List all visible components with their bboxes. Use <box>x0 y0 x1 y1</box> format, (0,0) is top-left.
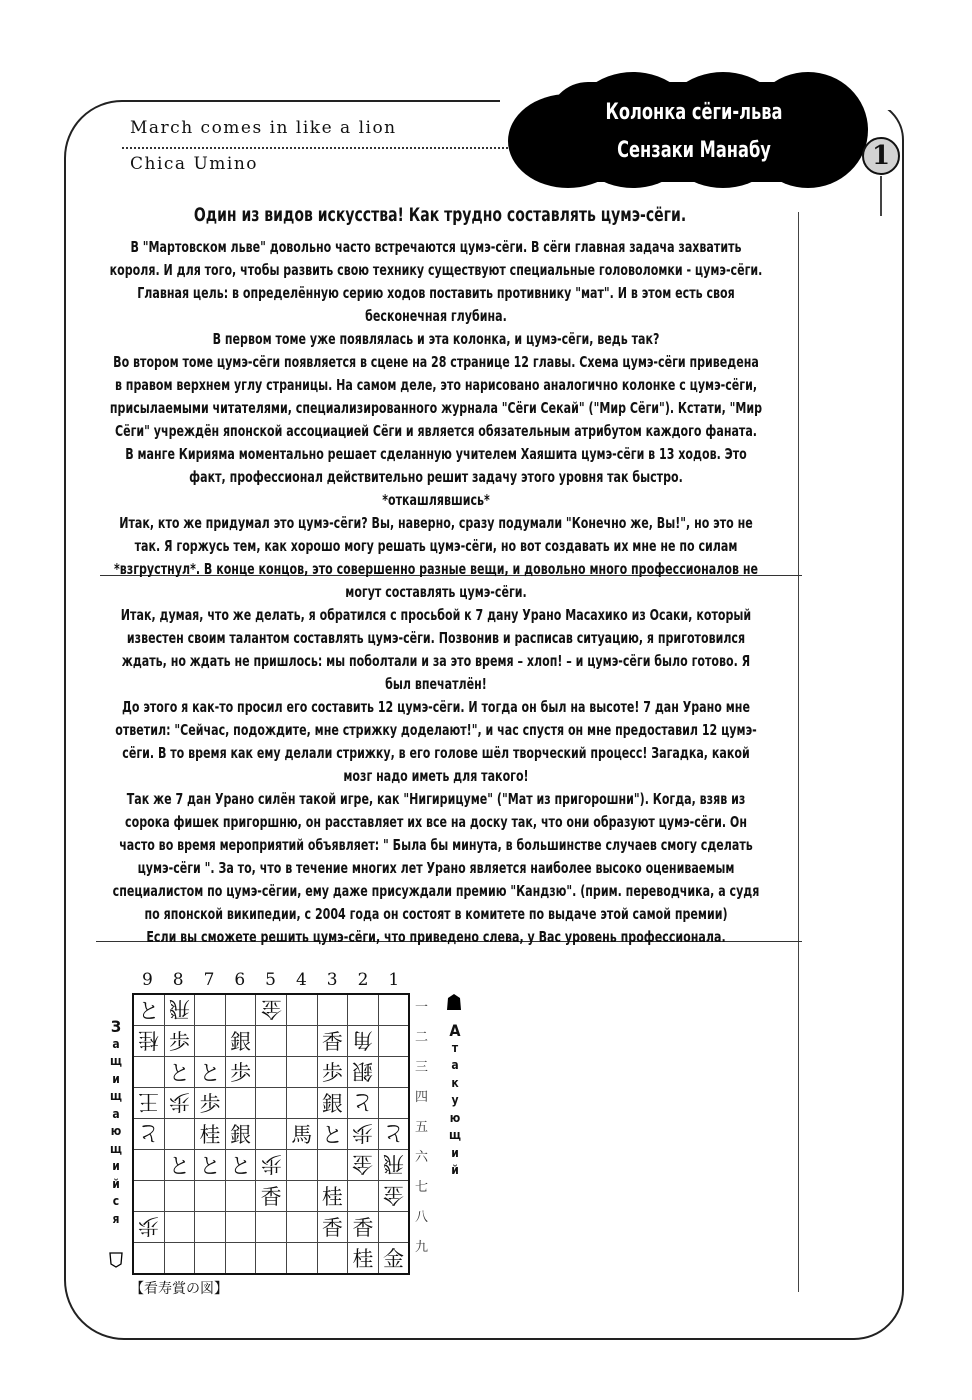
label-char: ю <box>110 1124 122 1138</box>
defender-piece-icon <box>109 1252 123 1268</box>
attacker-piece: と <box>138 999 160 1023</box>
defender-piece: と <box>383 1121 405 1145</box>
defender-piece: 金 <box>383 1183 405 1207</box>
label-char: я <box>112 1211 120 1226</box>
label-char: щ <box>449 1128 461 1142</box>
attacker-piece: 歩 <box>199 1092 221 1116</box>
label-char: т <box>451 1040 459 1055</box>
paragraph: В первом томе уже появлялась и эта колонка, и цумэ-сёги, ведь так? <box>212 330 660 348</box>
board-square <box>133 1119 164 1150</box>
label-char: ю <box>449 1110 461 1125</box>
board-square <box>317 1243 348 1275</box>
board-square <box>225 994 256 1026</box>
board-square <box>378 1057 409 1088</box>
paragraph: Во втором томе цумэ-сёги появляется в сцене на 28 странице 12 главы. Схема цумэ-сёги приведена в правом верхнем углу страницы. На самом деле, это нарисовано аналогично колонке с цумэ-сёги, присылаемыми читателями, специализированного журнала "Сёги Секай" ("Мир Сёги"). Кстати, "Мир Сёги" учреждён японской ассоциацией Сёги и является обязательным атрибутом каждого фаната. <box>109 353 763 440</box>
attacker-piece: 桂 <box>321 1185 343 1209</box>
paragraph: Итак, кто же придумал это цумэ-сёги? Вы, наверно, сразу подумали "Конечно же, Вы!", но это не так. Я горжусь тем, как хорошо могу решать цумэ-сёги, но вот создавать их мне не по силам *взгрустнул*. В конце концов, это совершенно разные вещи, и довольно много профессионалов не могут составлять цумэ-сёги. <box>113 514 758 601</box>
attacker-piece: 桂 <box>199 1123 221 1147</box>
board-square <box>195 1026 226 1057</box>
board-row <box>133 1119 409 1150</box>
column-author: Сензаки Манабу <box>617 138 771 163</box>
attacker-piece: と <box>168 1154 190 1178</box>
board-square <box>225 1150 256 1181</box>
board-square <box>225 1212 256 1243</box>
board-square <box>256 1243 287 1275</box>
column-title: Колонка сёги-льва <box>605 100 783 125</box>
paragraph: Если вы сможете решить цумэ-сёги, что приведено слева, у Вас уровень профессионала. <box>146 928 726 946</box>
defender-piece: 銀 <box>352 1059 374 1083</box>
paragraph: Так же 7 дан Урано силён такой игре, как "Нигирицуме" ("Мат из пригорошни"). Когда, взяв из сорока фишек пригоршню, он расставляет их все на доску так, что они образуют цумэ-сёги. Он часто во время мероприятий объявляет: " Была бы минута, в большинстве случаев смогу сделать цумэ-сёги ". За то, что в течение многих лет Урано является наиболее высоко оцениваемым специалистом по цумэ-сёгии, ему даже присуждали премию "Кандзю". (прим. переводчика, а судя по японской википедии, с 2004 года он состоят в комитете по выдаче этой самой премии) <box>112 790 760 923</box>
board-square <box>286 1026 317 1057</box>
board-square <box>256 1026 287 1057</box>
board-square <box>133 1088 164 1119</box>
label-char: и <box>451 1145 459 1160</box>
board-square <box>378 1181 409 1212</box>
board-square <box>164 1026 195 1057</box>
rank-label: 二 <box>415 1030 429 1045</box>
attacker-piece: 香 <box>260 1185 282 1209</box>
board-square <box>133 1150 164 1181</box>
defender-label <box>108 1018 124 1228</box>
board-square <box>164 1088 195 1119</box>
label-char: у <box>451 1093 459 1107</box>
dotted-divider <box>122 147 532 149</box>
attacker-label <box>447 1022 463 1180</box>
series-author: Chica Umino <box>130 154 259 174</box>
rank-label: 九 <box>415 1240 429 1255</box>
board-square <box>348 1212 379 1243</box>
board-square <box>286 1243 317 1275</box>
board-square <box>164 1243 195 1275</box>
paragraph: В манге Кирияма моментально решает сделанную учителем Хаяшита цумэ-сёги в 13 ходов. Это факт, профессионал действительно решит задачу этого уровня так быстро. <box>125 445 747 486</box>
board-square <box>378 1243 409 1275</box>
rank-label: 五 <box>415 1120 429 1135</box>
board-square <box>164 1212 195 1243</box>
defender-piece: 歩 <box>138 1214 160 1238</box>
series-title: March comes in like a lion <box>130 118 397 138</box>
rank-label: 七 <box>415 1180 429 1195</box>
paragraph: До этого я как-то просил его составить 12 цумэ-сёги. И тогда он был на высоте! 7 дан Урано мне ответил: "Сейчас, подождите, мне стрижку доделают!", и час спустя он мне предоставил 12 цумэ-сёги. В то время как ему делали стрижку, в его голове шёл творческий процесс! Загадка, какой мозг надо иметь для такого! <box>115 698 757 785</box>
defender-piece: 金 <box>260 997 282 1021</box>
board-square <box>317 1026 348 1057</box>
board-square <box>256 1212 287 1243</box>
board-square <box>225 1119 256 1150</box>
attacker-piece: 香 <box>352 1216 374 1240</box>
right-rule <box>880 176 882 216</box>
board-row <box>133 1212 409 1243</box>
board-square <box>225 1057 256 1088</box>
attacker-piece: 桂 <box>352 1247 374 1271</box>
board-square <box>286 1181 317 1212</box>
board-square <box>164 1057 195 1088</box>
rank-labels <box>415 993 428 1263</box>
board-square <box>286 1150 317 1181</box>
label-char: а <box>112 1106 120 1121</box>
label-char: щ <box>110 1141 122 1156</box>
board-square <box>317 1212 348 1243</box>
board-square <box>317 1088 348 1119</box>
board-square <box>286 1057 317 1088</box>
file-label: 3 <box>326 970 338 990</box>
board-square <box>133 1057 164 1088</box>
board-row <box>133 1057 409 1088</box>
label-char: й <box>112 1176 120 1191</box>
board-square <box>256 1119 287 1150</box>
file-label: 2 <box>357 970 369 990</box>
attacker-piece: 香 <box>321 1216 343 1240</box>
paragraph: *откашлявшись* <box>382 491 490 509</box>
board-square <box>256 1057 287 1088</box>
board-square <box>195 1088 226 1119</box>
board-square <box>348 1057 379 1088</box>
article-body <box>108 236 764 949</box>
defender-piece: 金 <box>352 1152 374 1176</box>
board-row <box>133 994 409 1026</box>
attacker-piece: 馬 <box>291 1123 313 1147</box>
defender-piece: と <box>352 1090 374 1114</box>
file-label: 1 <box>388 970 400 990</box>
board-square <box>256 1181 287 1212</box>
board-square <box>286 1088 317 1119</box>
board-square <box>195 1119 226 1150</box>
attacker-piece: 金 <box>383 1247 405 1271</box>
label-char: а <box>451 1058 459 1072</box>
board-square <box>195 994 226 1026</box>
board-square <box>225 1026 256 1057</box>
attacker-piece-icon <box>447 994 461 1010</box>
attacker-piece: 香 <box>321 1030 343 1054</box>
board-square <box>286 1119 317 1150</box>
board-row <box>133 1243 409 1275</box>
file-labels <box>132 970 410 990</box>
defender-piece: 歩 <box>260 1152 282 1176</box>
label-char: й <box>451 1163 459 1177</box>
board-square <box>348 1150 379 1181</box>
board-square <box>133 994 164 1026</box>
column-number-badge: 1 <box>862 137 900 175</box>
board-square <box>348 1243 379 1275</box>
article-headline: Один из видов искусства! Как трудно составлять цумэ-сёги. <box>193 204 687 226</box>
board-square <box>133 1181 164 1212</box>
board-square <box>133 1026 164 1057</box>
board-square <box>256 1150 287 1181</box>
board-square <box>378 994 409 1026</box>
board-square <box>378 1212 409 1243</box>
board-square <box>256 1088 287 1119</box>
defender-piece: 歩 <box>168 1090 190 1114</box>
board-square <box>256 994 287 1026</box>
shogi-board <box>132 993 410 1275</box>
board-row <box>133 1150 409 1181</box>
defender-piece: 歩 <box>352 1121 374 1145</box>
label-char: а <box>112 1036 120 1051</box>
defender-piece: 王 <box>138 1090 160 1114</box>
paragraph: Итак, думая, что же делать, я обратился с просьбой к 7 дану Урано Масахико из Осаки, который известен своим талантом составлять цумэ-сёги. Позвонив и расписав ситуацию, я приготовился ждать, но ждать не пришлось: мы поболтали и за это время – хлоп! – и цумэ-сёги было готово. Я был впечатлён! <box>120 606 752 693</box>
board-square <box>225 1243 256 1275</box>
attacker-piece: 歩 <box>321 1061 343 1085</box>
board-square <box>195 1150 226 1181</box>
rank-label: 三 <box>415 1060 429 1075</box>
board-square <box>378 1119 409 1150</box>
label-char: с <box>112 1194 120 1208</box>
board-square <box>225 1181 256 1212</box>
board-square <box>317 1119 348 1150</box>
label-char: щ <box>110 1054 122 1068</box>
board-square <box>317 1057 348 1088</box>
board-square <box>225 1088 256 1119</box>
board-square <box>378 1150 409 1181</box>
attacker-piece: と <box>230 1154 252 1178</box>
board-square <box>195 1181 226 1212</box>
defender-piece: 角 <box>352 1028 374 1052</box>
defender-piece: 飛 <box>168 997 190 1021</box>
attacker-piece: と <box>321 1123 343 1147</box>
file-label: 7 <box>203 970 215 990</box>
attacker-piece: 歩 <box>168 1030 190 1054</box>
board-square <box>378 1088 409 1119</box>
board-square <box>378 1026 409 1057</box>
board-square <box>348 994 379 1026</box>
attacker-piece: 銀 <box>321 1092 343 1116</box>
board-square <box>133 1212 164 1243</box>
file-label: 4 <box>295 970 307 990</box>
board-square <box>348 1119 379 1150</box>
defender-piece: と <box>138 1121 160 1145</box>
board-grid <box>132 993 410 1275</box>
board-square <box>164 1119 195 1150</box>
attacker-piece: と <box>199 1061 221 1085</box>
column-divider <box>798 212 799 1292</box>
board-square <box>286 994 317 1026</box>
board-row <box>133 1181 409 1212</box>
board-square <box>317 1181 348 1212</box>
board-square <box>348 1088 379 1119</box>
attacker-piece: と <box>168 1061 190 1085</box>
board-square <box>348 1181 379 1212</box>
label-char: и <box>112 1071 120 1086</box>
label-char: А <box>449 1021 461 1040</box>
board-square <box>195 1057 226 1088</box>
defender-piece: 飛 <box>383 1152 405 1176</box>
label-char: З <box>110 1017 122 1036</box>
defender-piece: 桂 <box>138 1028 160 1052</box>
column-title-block <box>541 94 846 170</box>
rank-label: 八 <box>415 1210 429 1225</box>
attacker-piece: 歩 <box>230 1061 252 1085</box>
file-label: 8 <box>172 970 184 990</box>
file-label: 9 <box>141 970 153 990</box>
board-square <box>317 1150 348 1181</box>
board-square <box>164 1150 195 1181</box>
label-char: и <box>112 1159 120 1173</box>
rank-label: 一 <box>415 1000 429 1015</box>
attacker-piece: 銀 <box>230 1123 252 1147</box>
file-label: 6 <box>234 970 246 990</box>
paragraph: В "Мартовском льве" довольно часто встречаются цумэ-сёги. В сёги главная задача захватить короля. И для того, чтобы развить свою технику существуют специальные головоломки - цумэ-сёги. Главная цель: в определённую серию ходов поставить противнику "мат". И в этом есть своя бесконечная глубина. <box>109 238 763 325</box>
label-char: щ <box>110 1089 122 1103</box>
attacker-piece: 銀 <box>230 1030 252 1054</box>
diagram-caption: 【看寿賞の図】 <box>130 1281 228 1297</box>
board-square <box>164 1181 195 1212</box>
rank-label: 六 <box>415 1150 429 1165</box>
board-square <box>317 994 348 1026</box>
file-label: 5 <box>265 970 276 990</box>
rank-label: 四 <box>415 1090 429 1105</box>
board-square <box>164 994 195 1026</box>
board-square <box>133 1243 164 1275</box>
board-row <box>133 1088 409 1119</box>
attacker-piece: と <box>199 1154 221 1178</box>
board-square <box>195 1212 226 1243</box>
board-square <box>286 1212 317 1243</box>
board-row <box>133 1026 409 1057</box>
label-char: к <box>451 1075 459 1090</box>
board-square <box>195 1243 226 1275</box>
board-square <box>348 1026 379 1057</box>
